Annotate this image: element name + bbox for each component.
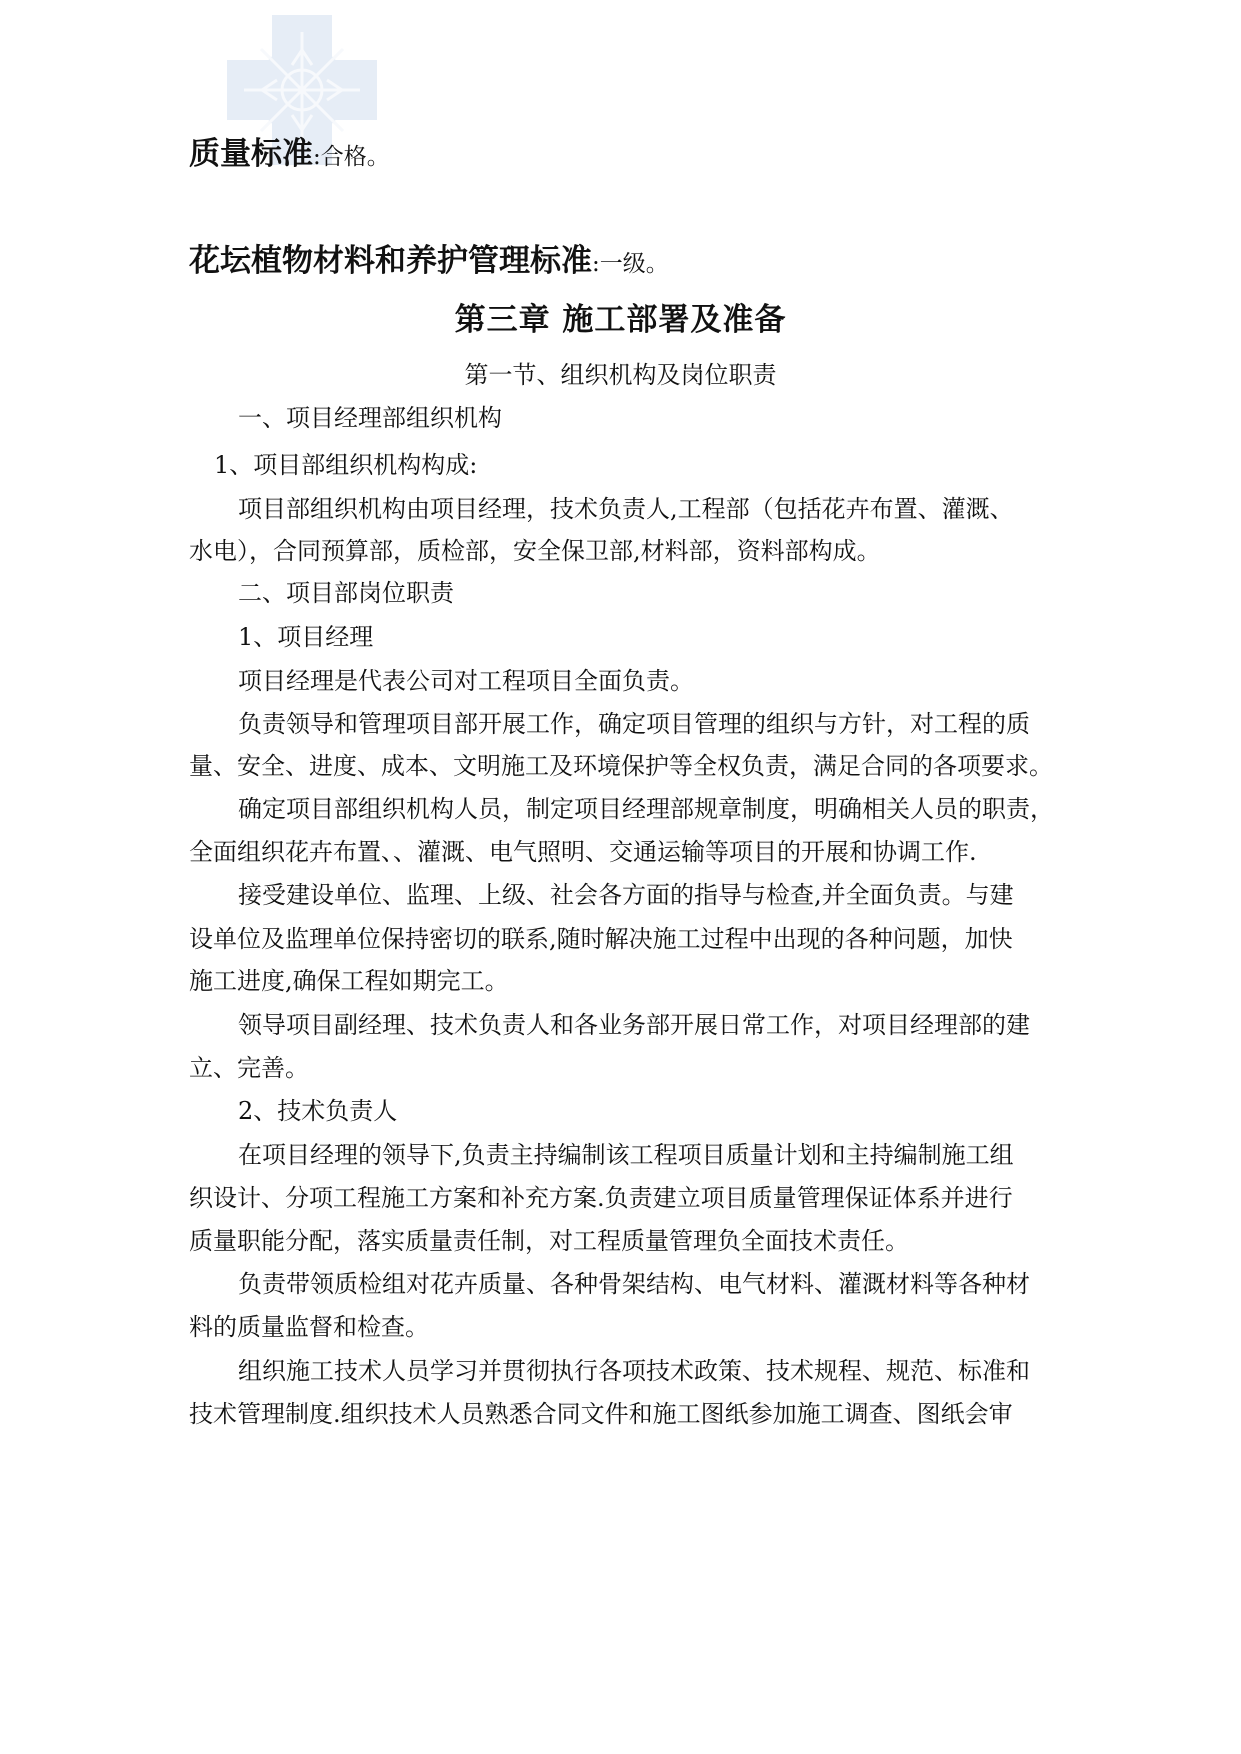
heading-post-duties: 二、项目部岗位职责 [238,579,454,607]
heading-org-structure: 一、项目经理部组织机构 [238,404,502,432]
paragraph-line: 确定项目部组织机构人员，制定项目经理部规章制度，明确相关人员的职责， [238,795,1054,823]
paragraph-line: 领导项目副经理、技术负责人和各业务部开展日常工作，对项目经理部的建 [238,1011,1030,1039]
heading-org-composition: 1、项目部组织机构构成: [214,451,478,479]
paragraph-line: 质量职能分配，落实质量责任制，对工程质量管理负全面技术责任。 [189,1227,909,1255]
plant-standard-colon: : [592,251,600,277]
quality-standard-colon: : [313,144,321,170]
paragraph-line: 施工进度,确保工程如期完工。 [189,967,509,995]
quality-standard-value: 合格。 [320,144,390,170]
plant-standard-value: 一级。 [599,251,669,277]
chapter-title: 第三章 施工部署及准备 [454,302,787,338]
paragraph-line: 织设计、分项工程施工方案和补充方案.负责建立项目质量管理保证体系并进行 [189,1184,1013,1212]
paragraph-line: 设单位及监理单位保持密切的联系,随时解决施工过程中出现的各种问题，加快 [189,925,1013,953]
paragraph-line: 项目部组织机构由项目经理，技术负责人,工程部（包括花卉布置、灌溉、 [238,495,1014,523]
paragraph-line: 负责领导和管理项目部开展工作，确定项目管理的组织与方针，对工程的质 [238,710,1030,738]
paragraph-line: 水电），合同预算部，质检部，安全保卫部,材料部，资料部构成。 [189,537,881,565]
paragraph-line: 在项目经理的领导下,负责主持编制该工程项目质量计划和主持编制施工组 [238,1141,1014,1169]
paragraph-line: 立、完善。 [189,1054,309,1082]
paragraph-line: 接受建设单位、监理、上级、社会各方面的指导与检查,并全面负责。与建 [238,881,1014,909]
quality-standard-line [189,137,1069,174]
paragraph-line: 组织施工技术人员学习并贯彻执行各项技术政策、技术规程、规范、标准和 [238,1357,1030,1385]
plant-standard-label: 花坛植物材料和养护管理标准 [189,243,592,279]
paragraph-line: 项目经理是代表公司对工程项目全面负责。 [238,667,694,695]
paragraph-line: 技术管理制度.组织技术人员熟悉合同文件和施工图纸参加施工调查、图纸会审 [189,1400,1013,1428]
section-title: 第一节、组织机构及岗位职责 [464,361,777,389]
paragraph-line: 负责带领质检组对花卉质量、各种骨架结构、电气材料、灌溉材料等各种材 [238,1270,1030,1298]
paragraph-line: 量、安全、进度、成本、文明施工及环境保护等全权负责，满足合同的各项要求。 [189,752,1053,780]
paragraph-line: 全面组织花卉布置、、灌溉、电气照明、交通运输等项目的开展和协调工作. [189,838,977,866]
quality-standard-label: 质量标准 [189,136,313,172]
heading-project-manager: 1、项目经理 [238,623,374,651]
paragraph-line: 料的质量监督和检查。 [189,1313,429,1341]
heading-technical-lead: 2、技术负责人 [238,1097,398,1125]
plant-standard-line [189,244,1069,281]
